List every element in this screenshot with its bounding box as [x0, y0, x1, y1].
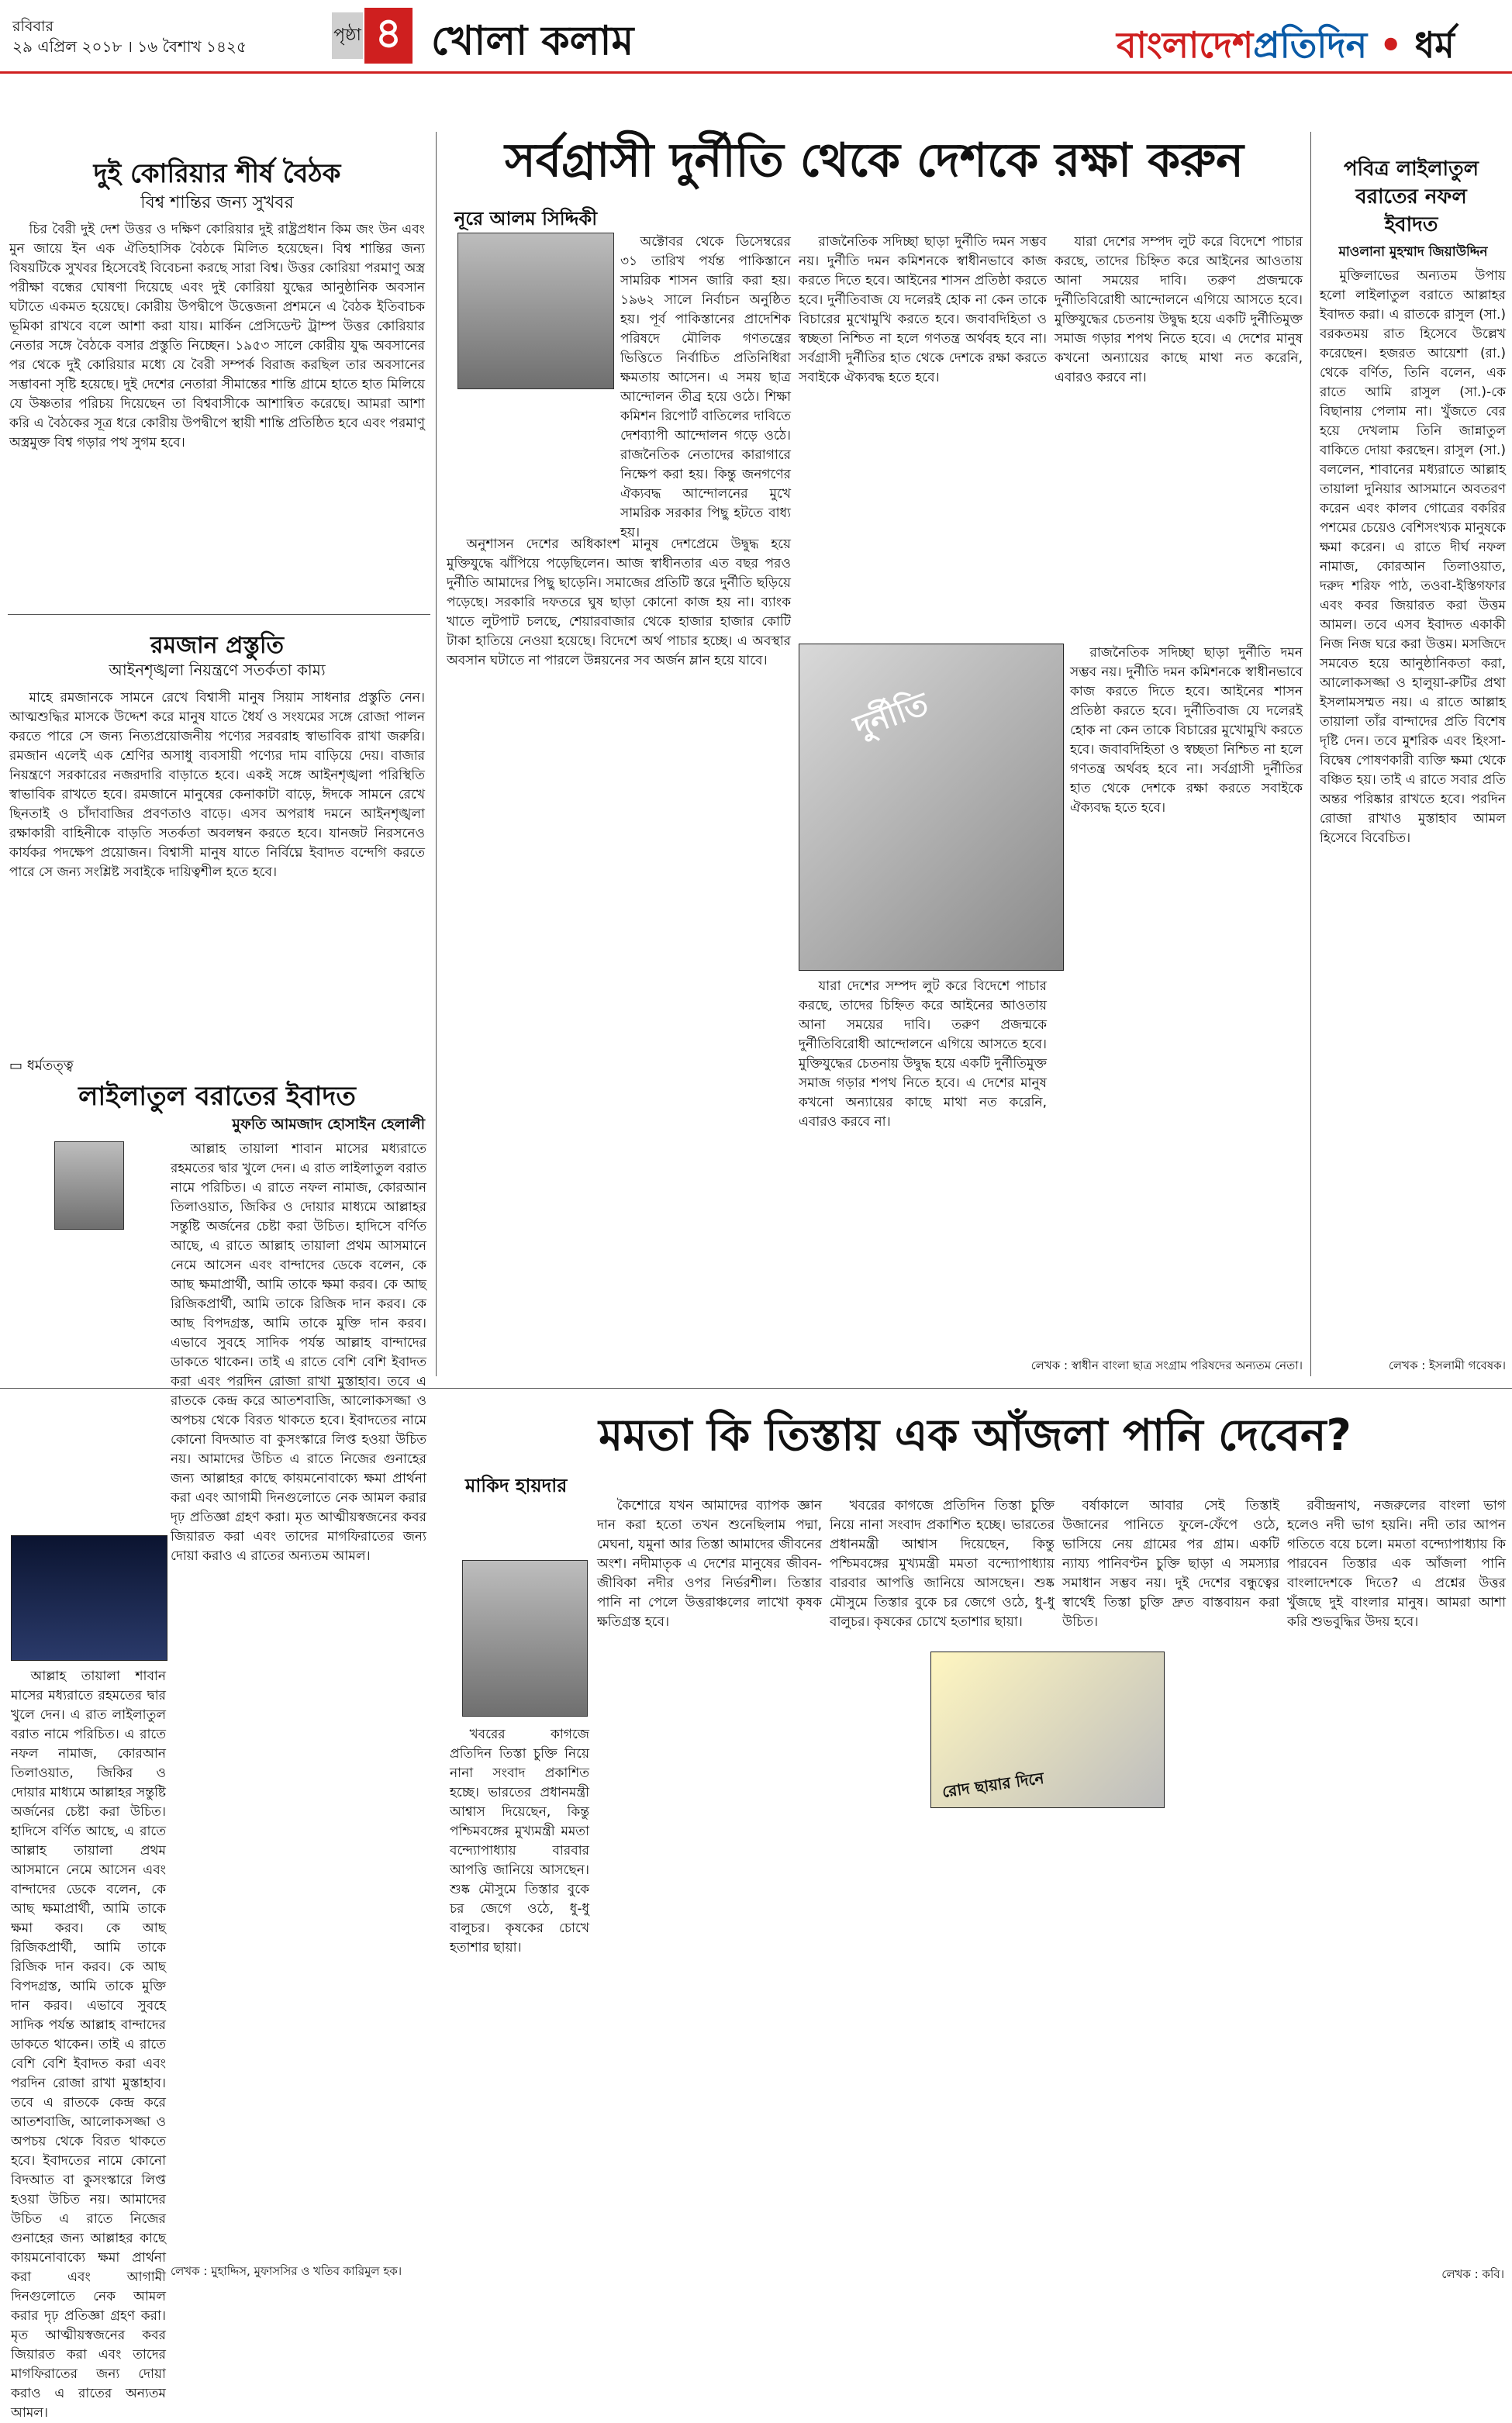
corruption-illustration	[799, 644, 1064, 971]
teesta-author: মাকিদ হায়দার	[465, 1475, 568, 1496]
ramadan-subtitle: আইনশৃঙ্খলা নিয়ন্ত্রণে সতর্কতা কাম্য	[109, 661, 326, 679]
teesta-footnote: লেখক : কবি।	[1441, 2267, 1504, 2281]
brand-separator: •	[1379, 24, 1403, 66]
bara-title-line1: পবিত্র লাইলাতুল	[1344, 157, 1479, 181]
korea-title: দুই কোরিয়ার শীর্ষ বৈঠক	[93, 158, 341, 189]
ramadan-paragraph: মাহে রমজানকে সামনে রেখে বিশ্বাসী মানুষ সিয়াম সাধনার প্রস্তুতি নেন। আত্মশুদ্ধির মাসকে উদ্দেশ করে মানুষ যাতে ধৈর্য ও সংযমের সঙ্গে রোজা পালন করতে পারে সে জন্য নিত্যপ্রয়োজনীয় পণ্যের সরবরাহ স্বাভাবিক রাখা জরুরি। রমজান এলেই এক শ্রেণির অসাধু ব্যবসায়ী পণ্যের দাম বাড়িয়ে দেয়। বাজার নিয়ন্ত্রণে সরকারের নজরদারি বাড়াতে হবে। একই সঙ্গে আইনশৃঙ্খলা পরিস্থিতি স্বাভাবিক রাখতে হবে। রমজানে মানুষের কেনাকাটা বাড়ে, ঈদকে সামনে রেখে ছিনতাই ও চাঁদাবাজির প্রবণতাও বাড়ে। এসব অপরাধ দমনে আইনশৃঙ্খলা রক্ষাকারী বাহিনীকে বাড়তি সতর্কতা অবলম্বন করতে হবে। যানজট নিরসনেও কার্যকর পদক্ষেপ প্রয়োজন। বিশ্বাসী মানুষ যাতে নির্বিঘ্নে ইবাদত বন্দেগি করতে পারে সে জন্য সংশ্লিষ্ট সবাইকে দায়িত্বশীল হতে হবে।	[9, 690, 425, 880]
dharmatattva-body-left	[11, 1667, 166, 2421]
corruption-illustration-label: দুর্নীতি	[849, 685, 934, 746]
page-tab-label: পৃষ্ঠা	[332, 12, 363, 59]
teesta-paragraph-3: বর্ষাকালে আবার সেই তিস্তাই উজানের পানিতে ফুলে-ফেঁপে ওঠে, ভাসিয়ে নেয় গ্রামের পর গ্রাম। একটি ন্যায্য পানিবণ্টন চুক্তি ছাড়া এ সমস্যার সমাধান সম্ভব নয়। দুই দেশের বন্ধুত্বের স্বার্থেই তিস্তা চুক্তি দ্রুত বাস্তবায়ন করা উচিত।	[1062, 1498, 1279, 1630]
dharmatattva-title: লাইলাতুল বরাতের ইবাদত	[78, 1081, 356, 1112]
ramadan-body	[9, 689, 425, 1045]
corruption-author: নূরে আলম সিদ্দিকী	[454, 208, 598, 230]
teesta-paragraph-1: কৈশোরে যখন আমাদের ব্যাপক জ্ঞান দান করা হতো তখন শুনেছিলাম পদ্মা, মেঘনা, যমুনা আর তিস্তা আমাদের জীবনের অংশ। নদীমাতৃক এ দেশের মানুষের জীবন-জীবিকা নদীর ওপর নির্ভরশীল। তিস্তার পানি না পেলে উত্তরাঞ্চলের লাখো কৃষক ক্ষতিগ্রস্ত হবে।	[597, 1498, 822, 1630]
brand-section: ধর্ম	[1414, 24, 1455, 66]
teesta-body-1b	[450, 1725, 589, 2252]
teesta-paragraph-4: রবীন্দ্রনাথ, নজরুলের বাংলা ভাগ হলেও নদী ভাগ হয়নি। নদী তার আপন গতিতে বয়ে চলে। মমতা বন্দ্যোপাধ্যায় কি পারবেন তিস্তার এক আঁজলা পানি বাংলাদেশকে দিতে? এ প্রশ্নের উত্তর খুঁজছে দুই বাংলার মানুষ। আমরা আশা করি শুভবুদ্ধির উদয় হবে।	[1287, 1498, 1506, 1630]
kicker-icon: ▭ ধর্মতত্ত্ব	[9, 1058, 74, 1074]
column-divider	[1310, 132, 1311, 1376]
corruption-body-3	[799, 233, 1047, 636]
ramadan-title: রমজান প্রস্তুতি	[150, 632, 285, 659]
brand-part1: বাংলাদেশ	[1117, 24, 1254, 66]
corruption-paragraph-1: অক্টোবর থেকে ডিসেম্বরের ৩১ তারিখ পর্যন্ত পাকিস্তানে সামরিক শাসন জারি করা হয়। ১৯৬২ সালে নির্বাচন অনুষ্ঠিত হয়। পূর্ব পাকিস্তানের প্রাদেশিক পরিষদে মৌলিক গণতন্ত্রের ভিত্তিতে নির্বাচিত প্রতিনিধিরা ক্ষমতায় আসেন। এ সময় ছাত্র আন্দোলন তীব্র হয়ে ওঠে। শিক্ষা কমিশন রিপোর্ট বাতিলের দাবিতে দেশব্যাপী আন্দোলন গড়ে ওঠে। রাজনৈতিক নেতাদের কারাগারে নিক্ষেপ করা হয়। কিন্তু জনগণের ঐক্যবদ্ধ আন্দোলনের মুখে সামরিক সরকার পিছু হটতে বাধ্য হয়।	[620, 234, 791, 540]
korea-body	[9, 220, 425, 602]
bara-title-line2: বরাতের নফল	[1355, 185, 1467, 209]
corruption-author-photo	[457, 233, 614, 389]
editorial-divider	[8, 614, 430, 615]
dharmatattva-paragraph-left: আল্লাহ তায়ালা শাবান মাসের মধ্যরাতে রহমতের দ্বার খুলে দেন। এ রাত লাইলাতুল বরাত নামে পরিচিত। এ রাতে নফল নামাজ, কোরআন তিলাওয়াত, জিকির ও দোয়ার মাধ্যমে আল্লাহর সন্তুষ্টি অর্জনের চেষ্টা করা উচিত। হাদিসে বর্ণিত আছে, এ রাতে আল্লাহ তায়ালা প্রথম আসমানে নেমে আসেন এবং বান্দাদের ডেকে বলেন, কে আছ ক্ষমাপ্রার্থী, আমি তাকে ক্ষমা করব। কে আছ রিজিকপ্রার্থী, আমি তাকে রিজিক দান করব। কে আছ বিপদগ্রস্ত, আমি তাকে মুক্তি দান করব। এভাবে সুবহে সাদিক পর্যন্ত আল্লাহ বান্দাদের ডাকতে থাকেন। তাই এ রাতে বেশি বেশি ইবাদত করা এবং পরদিন রোজা রাখা মুস্তাহাব। তবে এ রাতকে কেন্দ্র করে আতশবাজি, আলোকসজ্জা ও অপচয় থেকে বিরত থাকতে হবে। ইবাদতের নামে কোনো বিদআত বা কুসংস্কারে লিপ্ত হওয়া উচিত নয়। আমাদের উচিত এ রাতে নিজের গুনাহের জন্য আল্লাহর কাছে কায়মনোবাক্যে ক্ষমা প্রার্থনা করা এবং আগামী দিনগুলোতে নেক আমল করার দৃঢ় প্রতিজ্ঞা গ্রহণ করা। মৃত আত্মীয়স্বজনের কবর জিয়ারত করা এবং তাদের মাগফিরাতের জন্য দোয়া করাও এ রাতের অন্যতম আমল।	[11, 1669, 166, 2421]
teesta-body-4	[1287, 1496, 1506, 2256]
corruption-paragraph-4: যারা দেশের সম্পদ লুট করে বিদেশে পাচার করছে, তাদের চিহ্নিত করে আইনের আওতায় আনা সময়ের দাবি। তরুণ প্রজন্মকে দুর্নীতিবিরোধী আন্দোলনে এগিয়ে আসতে হবে। মুক্তিযুদ্ধের চেতনায় উদ্বুদ্ধ হয়ে একটি দুর্নীতিমুক্ত সমাজ গড়ার শপথ নিতে হবে। এ দেশের মানুষ কখনো অন্যায়ের কাছে মাথা নত করেনি, এবারও করবে না।	[1055, 234, 1303, 385]
column-divider	[436, 132, 437, 1376]
page-number-box	[332, 8, 417, 64]
mosque-moon-illustration	[11, 1535, 167, 1661]
bara-body	[1320, 267, 1506, 1352]
corruption-paragraph-6: রাজনৈতিক সদিচ্ছা ছাড়া দুর্নীতি দমন সম্ভব নয়। দুর্নীতি দমন কমিশনকে স্বাধীনভাবে কাজ করতে দিতে হবে। আইনের শাসন প্রতিষ্ঠা করতে হবে। দুর্নীতিবাজ যে দলেরই হোক না কেন তাকে বিচারের মুখোমুখি করতে হবে। জবাবদিহিতা ও স্বচ্ছতা নিশ্চিত না হলে গণতন্ত্র অর্থবহ হবে না। সর্বগ্রাসী দুর্নীতির হাত থেকে দেশকে রক্ষা করতে সবাইকে ঐক্যবদ্ধ হতে হবে।	[1070, 645, 1303, 816]
teesta-author-photo	[462, 1560, 588, 1717]
bara-title	[1314, 155, 1508, 239]
dharmatattva-author: মুফতি আমজাদ হোসাইন হেলালী	[232, 1116, 425, 1133]
teesta-body-3	[1062, 1496, 1279, 2256]
header-day: রবিবার	[12, 18, 54, 35]
corruption-body-4	[1055, 233, 1303, 636]
brand-logo	[1117, 19, 1455, 78]
author-photo	[54, 1141, 124, 1230]
bara-title-line3: ইবাদত	[1384, 213, 1438, 236]
corruption-footnote: লেখক : স্বাধীন বাংলা ছাত্র সংগ্রাম পরিষদের অন্যতম নেতা।	[1030, 1358, 1303, 1372]
header-rule	[0, 71, 1512, 74]
dharmatattva-footnote: লেখক : মুহাদ্দিস, মুফাসসির ও খতিব কারিমুল হক।	[171, 2264, 402, 2278]
bara-author: মাওলানা মুহম্মাদ জিয়াউদ্দিন	[1338, 244, 1488, 260]
korea-paragraph: চির বৈরী দুই দেশ উত্তর ও দক্ষিণ কোরিয়ার দুই রাষ্ট্রপ্রধান কিম জং উন এবং মুন জায়ে ইন এক ঐতিহাসিক বৈঠকে মিলিত হয়েছেন। বিশ্ব শান্তির জন্য বিষয়টিকে সুখবর হিসেবেই বিবেচনা করছে সারা বিশ্ব। উত্তর কোরিয়া পরমাণু অস্ত্র পরীক্ষা বন্ধের ঘোষণা দিয়েছে এবং দুই কোরিয়া যুদ্ধের আনুষ্ঠানিক অবসান ঘটাতে একমত হয়েছে। কোরীয় উপদ্বীপে উত্তেজনা প্রশমনে এ বৈঠক ইতিবাচক ভূমিকা রাখবে বলে আশা করা যায়। মার্কিন প্রেসিডেন্ট ট্রাম্প উত্তর কোরিয়ার নেতার সঙ্গে বৈঠকে বসার প্রস্তুতি নিচ্ছেন। ১৯৫৩ সালে কোরীয় যুদ্ধ অবসানের পর থেকে দুই কোরিয়ার মধ্যে যে বৈরী সম্পর্ক বিরাজ করছিল তার অবসানের সম্ভাবনা সৃষ্টি হয়েছে। দুই দেশের নেতারা সীমান্তের শান্তি গ্রামে হাতে হাত মিলিয়ে যে উষ্ণতার পরিচয় দিয়েছেন তা বিশ্ববাসীকে আশান্বিত করেছে। আমরা আশা করি এ বৈঠকের সূত্র ধরে কোরীয় উপদ্বীপে স্থায়ী শান্তি প্রতিষ্ঠিত হবে এবং পরমাণু অস্ত্রমুক্ত বিশ্ব গড়ার পথ সুগম হবে।	[9, 222, 425, 450]
corruption-body-6	[1070, 644, 1303, 1349]
korea-subtitle: বিশ্ব শান্তির জন্য সুখবর	[140, 193, 294, 212]
teesta-title: মমতা কি তিস্তায় এক আঁজলা পানি দেবেন?	[599, 1410, 1351, 1461]
dharmatattva-body	[171, 1140, 426, 2256]
corruption-body-1	[620, 233, 791, 540]
corruption-title: সর্বগ্রাসী দুর্নীতি থেকে দেশকে রক্ষা করুন	[505, 133, 1244, 188]
section-title: খোলা কলাম	[431, 18, 634, 64]
corruption-paragraph-2: অনুশাসন দেশের অধিকাংশ মানুষ দেশপ্রেমে উদ্বুদ্ধ হয়ে মুক্তিযুদ্ধে ঝাঁপিয়ে পড়েছিলেন। আজ স্বাধীনতার এত বছর পরও দুর্নীতি আমাদের পিছু ছাড়েনি। সমাজের প্রতিটি স্তরে দুর্নীতি ছড়িয়ে পড়েছে। সরকারি দফতরে ঘুষ ছাড়া কোনো কাজ হয় না। ব্যাংক খাতে লুটপাট চলছে, শেয়ারবাজার থেকে হাজার হাজার কোটি টাকা হাতিয়ে নেওয়া হয়েছে। বিদেশে অর্থ পাচার হচ্ছে। এ অবস্থার অবসান ঘটাতে না পারলে উন্নয়নের সব অর্জন ম্লান হয়ে যাবে।	[447, 537, 791, 668]
teesta-paragraph-1b: খবরের কাগজে প্রতিদিন তিস্তা চুক্তি নিয়ে নানা সংবাদ প্রকাশিত হচ্ছে। ভারতের প্রধানমন্ত্রী আশ্বাস দিয়েছেন, কিন্তু পশ্চিমবঙ্গের মুখ্যমন্ত্রী মমতা বন্দ্যোপাধ্যায় বারবার আপত্তি জানিয়ে আসছেন। শুষ্ক মৌসুমে তিস্তার বুকে চর জেগে ওঠে, ধু-ধু বালুচর। কৃষকের চোখে হতাশার ছায়া।	[450, 1727, 589, 1955]
header-date: ২৯ এপ্রিল ২০১৮ । ১৬ বৈশাখ ১৪২৫	[12, 37, 247, 56]
teesta-body-1	[597, 1496, 822, 2256]
corruption-paragraph-3: রাজনৈতিক সদিচ্ছা ছাড়া দুর্নীতি দমন সম্ভব নয়। দুর্নীতি দমন কমিশনকে স্বাধীনভাবে কাজ করতে দিতে হবে। আইনের শাসন প্রতিষ্ঠা করতে হবে। দুর্নীতিবাজ যে দলেরই হোক না কেন তাকে বিচারের মুখোমুখি করতে হবে। জবাবদিহিতা ও স্বচ্ছতা নিশ্চিত না হলে গণতন্ত্র অর্থবহ হবে না। সর্বগ্রাসী দুর্নীতির হাত থেকে দেশকে রক্ষা করতে সবাইকে ঐক্যবদ্ধ হতে হবে।	[799, 234, 1047, 385]
teesta-body-2	[830, 1496, 1055, 2256]
teesta-paragraph-2: খবরের কাগজে প্রতিদিন তিস্তা চুক্তি নিয়ে নানা সংবাদ প্রকাশিত হচ্ছে। ভারতের প্রধানমন্ত্রী আশ্বাস দিয়েছেন, কিন্তু পশ্চিমবঙ্গের মুখ্যমন্ত্রী মমতা বন্দ্যোপাধ্যায় বারবার আপত্তি জানিয়ে আসছেন। শুষ্ক মৌসুমে তিস্তার বুকে চর জেগে ওঠে, ধু-ধু বালুচর। কৃষকের চোখে হতাশার ছায়া।	[830, 1498, 1055, 1630]
brand-part2: প্রতিদিন	[1253, 24, 1368, 66]
dharmatattva-paragraph: আল্লাহ তায়ালা শাবান মাসের মধ্যরাতে রহমতের দ্বার খুলে দেন। এ রাত লাইলাতুল বরাত নামে পরিচিত। এ রাতে নফল নামাজ, কোরআন তিলাওয়াত, জিকির ও দোয়ার মাধ্যমে আল্লাহর সন্তুষ্টি অর্জনের চেষ্টা করা উচিত। হাদিসে বর্ণিত আছে, এ রাতে আল্লাহ তায়ালা প্রথম আসমানে নেমে আসেন এবং বান্দাদের ডেকে বলেন, কে আছ ক্ষমাপ্রার্থী, আমি তাকে ক্ষমা করব। কে আছ রিজিকপ্রার্থী, আমি তাকে রিজিক দান করব। কে আছ বিপদগ্রস্ত, আমি তাকে মুক্তি দান করব। এভাবে সুবহে সাদিক পর্যন্ত আল্লাহ বান্দাদের ডাকতে থাকেন। তাই এ রাতে বেশি বেশি ইবাদত করা এবং পরদিন রোজা রাখা মুস্তাহাব। তবে এ রাতকে কেন্দ্র করে আতশবাজি, আলোকসজ্জা ও অপচয় থেকে বিরত থাকতে হবে। ইবাদতের নামে কোনো বিদআত বা কুসংস্কারে লিপ্ত হওয়া উচিত নয়। আমাদের উচিত এ রাতে নিজের গুনাহের জন্য আল্লাহর কাছে কায়মনোবাক্যে ক্ষমা প্রার্থনা করা এবং আগামী দিনগুলোতে নেক আমল করার দৃঢ় প্রতিজ্ঞা গ্রহণ করা। মৃত আত্মীয়স্বজনের কবর জিয়ারত করা এবং তাদের মাগফিরাতের জন্য দোয়া করাও এ রাতের অন্যতম আমল।	[171, 1141, 426, 1564]
weather-caption: রোদ ছায়ার দিনে	[941, 1768, 1045, 1802]
bara-footnote: লেখক : ইসলামী গবেষক।	[1388, 1358, 1506, 1372]
page-number: ৪	[364, 8, 413, 64]
corruption-body-2	[447, 535, 791, 1372]
corruption-paragraph-5: যারা দেশের সম্পদ লুট করে বিদেশে পাচার করছে, তাদের চিহ্নিত করে আইনের আওতায় আনা সময়ের দাবি। তরুণ প্রজন্মকে দুর্নীতিবিরোধী আন্দোলনে এগিয়ে আসতে হবে। মুক্তিযুদ্ধের চেতনায় উদ্বুদ্ধ হয়ে একটি দুর্নীতিমুক্ত সমাজ গড়ার শপথ নিতে হবে। এ দেশের মানুষ কখনো অন্যায়ের কাছে মাথা নত করেনি, এবারও করবে না।	[799, 979, 1047, 1130]
corruption-body-5	[799, 977, 1047, 1349]
bara-paragraph: মুক্তিলাভের অন্যতম উপায় হলো লাইলাতুল বরাতে আল্লাহর ইবাদত করা। এ রাতকে রাসুল (সা.) বরকতময় রাত হিসেবে উল্লেখ করেছেন। হজরত আয়েশা (রা.) থেকে বর্ণিত, তিনি বলেন, এক রাতে আমি রাসুল (সা.)-কে বিছানায় পেলাম না। খুঁজতে বের হয়ে দেখলাম তিনি জান্নাতুল বাকিতে দোয়া করছেন। রাসুল (সা.) বললেন, শাবানের মধ্যরাতে আল্লাহ তায়ালা দুনিয়ার আসমানে অবতরণ করেন এবং কালব গোত্রের বকরির পশমের চেয়েও বেশিসংখ্যক মানুষকে ক্ষমা করেন। এ রাতে দীর্ঘ নফল নামাজ, কোরআন তিলাওয়াত, দরুদ শরিফ পাঠ, তওবা-ইস্তিগফার এবং কবর জিয়ারত করা উত্তম আমল। তবে এসব ইবাদত একাকী নিজ নিজ ঘরে করা উত্তম। মসজিদে সমবেত হয়ে আনুষ্ঠানিকতা করা, আলোকসজ্জা ও হালুয়া-রুটির প্রথা ইসলামসম্মত নয়। এ রাতে আল্লাহ তায়ালা তাঁর বান্দাদের প্রতি বিশেষ দৃষ্টি দেন। তবে মুশরিক এবং হিংসা-বিদ্বেষ পোষণকারী ব্যক্তি ক্ষমা থেকে বঞ্চিত হয়। তাই এ রাতে সবার প্রতি অন্তর পরিষ্কার রাখতে হবে। পরদিন রোজা রাখাও মুস্তাহাব আমল হিসেবে বিবেচিত।	[1320, 268, 1506, 846]
dharmatattva-kicker: ধর্মতত্ত্ব	[26, 1058, 74, 1074]
